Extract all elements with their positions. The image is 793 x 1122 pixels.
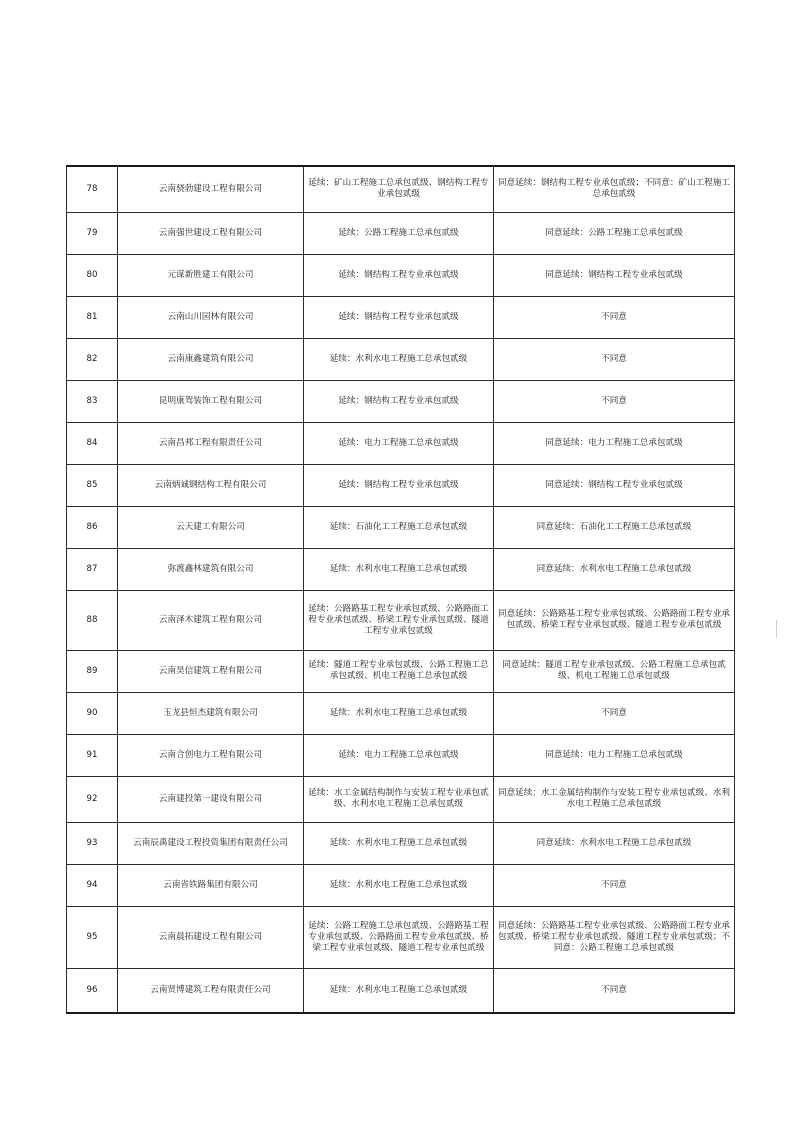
qualification-table: [66, 165, 735, 1014]
table-row: [67, 650, 735, 692]
row-number: 85: [67, 464, 118, 506]
applied-qualification: 延续：钢结构工程专业承包贰级: [304, 254, 494, 296]
applied-qualification: 延续：石油化工工程施工总承包贰级: [304, 506, 494, 548]
company-name: 云南贤博建筑工程有限责任公司: [118, 968, 304, 1013]
row-number: 90: [67, 692, 118, 734]
review-result: 同意延续：钢结构工程专业承包贰级: [494, 254, 735, 296]
applied-qualification: 延续：钢结构工程专业承包贰级: [304, 464, 494, 506]
company-name: 云南强世建设工程有限公司: [118, 212, 304, 254]
applied-qualification: 延续：水利水电工程施工总承包贰级: [304, 864, 494, 906]
table-row: [67, 464, 735, 506]
row-number: 86: [67, 506, 118, 548]
company-name: 云南辰禹建设工程投资集团有限责任公司: [118, 822, 304, 864]
review-result: 同意延续：公路路基工程专业承包贰级、公路路面工程专业承包贰级、桥梁工程专业承包贰级、隧道工程专业承包贰级；不同意：公路工程施工总承包贰级: [494, 906, 735, 968]
company-name: 玉龙县恒杰建筑有限公司: [118, 692, 304, 734]
table-row: [67, 906, 735, 968]
table-row: [67, 422, 735, 464]
review-result: 同意延续：钢结构工程专业承包贰级；不同意：矿山工程施工总承包贰级: [494, 166, 735, 212]
table-row: [67, 548, 735, 590]
review-result: 不同意: [494, 692, 735, 734]
applied-qualification: 延续：公路工程施工总承包贰级: [304, 212, 494, 254]
review-result: 同意延续：水利水电工程施工总承包贰级: [494, 548, 735, 590]
review-result: 同意延续：电力工程施工总承包贰级: [494, 422, 735, 464]
table-row: [67, 776, 735, 822]
table-row: [67, 734, 735, 776]
review-result: 同意延续：水利水电工程施工总承包贰级: [494, 822, 735, 864]
review-result: 同意延续：隧道工程专业承包贰级、公路工程施工总承包贰级、机电工程施工总承包贰级: [494, 650, 735, 692]
row-number: 89: [67, 650, 118, 692]
applied-qualification: 延续：隧道工程专业承包贰级、公路工程施工总承包贰级、机电工程施工总承包贰级: [304, 650, 494, 692]
applied-qualification: 延续：水利水电工程施工总承包贰级: [304, 692, 494, 734]
row-number: 83: [67, 380, 118, 422]
row-number: 81: [67, 296, 118, 338]
review-result: 同意延续：公路路基工程专业承包贰级、公路路面工程专业承包贰级、桥梁工程专业承包贰级、隧道工程专业承包贰级: [494, 590, 735, 650]
table-body: [67, 166, 735, 1013]
row-number: 93: [67, 822, 118, 864]
review-result: 同意延续：水工金属结构制作与安装工程专业承包贰级、水利水电工程施工总承包贰级: [494, 776, 735, 822]
company-name: 云南炳诚钢结构工程有限公司: [118, 464, 304, 506]
row-number: 87: [67, 548, 118, 590]
applied-qualification: 延续：水利水电工程施工总承包贰级: [304, 822, 494, 864]
row-number: 82: [67, 338, 118, 380]
company-name: 云南康鑫建筑有限公司: [118, 338, 304, 380]
applied-qualification: 延续：公路路基工程专业承包贰级、公路路面工程专业承包贰级、桥梁工程专业承包贰级、隧道工程专业承包贰级: [304, 590, 494, 650]
row-number: 94: [67, 864, 118, 906]
table-row: [67, 822, 735, 864]
review-result: 不同意: [494, 338, 735, 380]
table-row: [67, 968, 735, 1013]
applied-qualification: 延续：公路工程施工总承包贰级、公路路基工程专业承包贰级、公路路面工程专业承包贰级、桥梁工程专业承包贰级、隧道工程专业承包贰级: [304, 906, 494, 968]
row-number: 80: [67, 254, 118, 296]
table-row: [67, 506, 735, 548]
company-name: 元谋新胜建工有限公司: [118, 254, 304, 296]
company-name: 云南建投第一建设有限公司: [118, 776, 304, 822]
company-name: 云南合创电力工程有限公司: [118, 734, 304, 776]
table-row: [67, 254, 735, 296]
applied-qualification: 延续：水利水电工程施工总承包贰级: [304, 968, 494, 1013]
scan-margin-mark: [776, 620, 777, 638]
row-number: 84: [67, 422, 118, 464]
row-number: 78: [67, 166, 118, 212]
table-row: [67, 166, 735, 212]
review-result: 不同意: [494, 296, 735, 338]
row-number: 88: [67, 590, 118, 650]
review-result: 同意延续：电力工程施工总承包贰级: [494, 734, 735, 776]
row-number: 92: [67, 776, 118, 822]
applied-qualification: 延续：电力工程施工总承包贰级: [304, 422, 494, 464]
applied-qualification: 延续：电力工程施工总承包贰级: [304, 734, 494, 776]
company-name: 云南晨拓建设工程有限公司: [118, 906, 304, 968]
company-name: 云南省铁路集团有限公司: [118, 864, 304, 906]
applied-qualification: 延续：钢结构工程专业承包贰级: [304, 296, 494, 338]
row-number: 96: [67, 968, 118, 1013]
company-name: 昆明康驾装饰工程有限公司: [118, 380, 304, 422]
applied-qualification: 延续：矿山工程施工总承包贰级、钢结构工程专业承包贰级: [304, 166, 494, 212]
company-name: 云南泽木建筑工程有限公司: [118, 590, 304, 650]
company-name: 云天建工有限公司: [118, 506, 304, 548]
company-name: 弥渡鑫林建筑有限公司: [118, 548, 304, 590]
row-number: 79: [67, 212, 118, 254]
row-number: 91: [67, 734, 118, 776]
review-result: 同意延续：钢结构工程专业承包贰级: [494, 464, 735, 506]
review-result: 同意延续：公路工程施工总承包贰级: [494, 212, 735, 254]
applied-qualification: 延续：钢结构工程专业承包贰级: [304, 380, 494, 422]
table-row: [67, 338, 735, 380]
applied-qualification: 延续：水利水电工程施工总承包贰级: [304, 338, 494, 380]
row-number: 95: [67, 906, 118, 968]
table-row: [67, 296, 735, 338]
table-row: [67, 864, 735, 906]
review-result: 不同意: [494, 968, 735, 1013]
company-name: 云南骁勃建设工程有限公司: [118, 166, 304, 212]
table-row: [67, 692, 735, 734]
table-row: [67, 380, 735, 422]
review-result: 不同意: [494, 380, 735, 422]
review-result: 同意延续：石油化工工程施工总承包贰级: [494, 506, 735, 548]
review-result: 不同意: [494, 864, 735, 906]
company-name: 云南昊信建筑工程有限公司: [118, 650, 304, 692]
company-name: 云南昌邦工程有限责任公司: [118, 422, 304, 464]
company-name: 云南山川园林有限公司: [118, 296, 304, 338]
table-row: [67, 590, 735, 650]
applied-qualification: 延续：水工金属结构制作与安装工程专业承包贰级、水利水电工程施工总承包贰级: [304, 776, 494, 822]
applied-qualification: 延续：水利水电工程施工总承包贰级: [304, 548, 494, 590]
table-row: [67, 212, 735, 254]
